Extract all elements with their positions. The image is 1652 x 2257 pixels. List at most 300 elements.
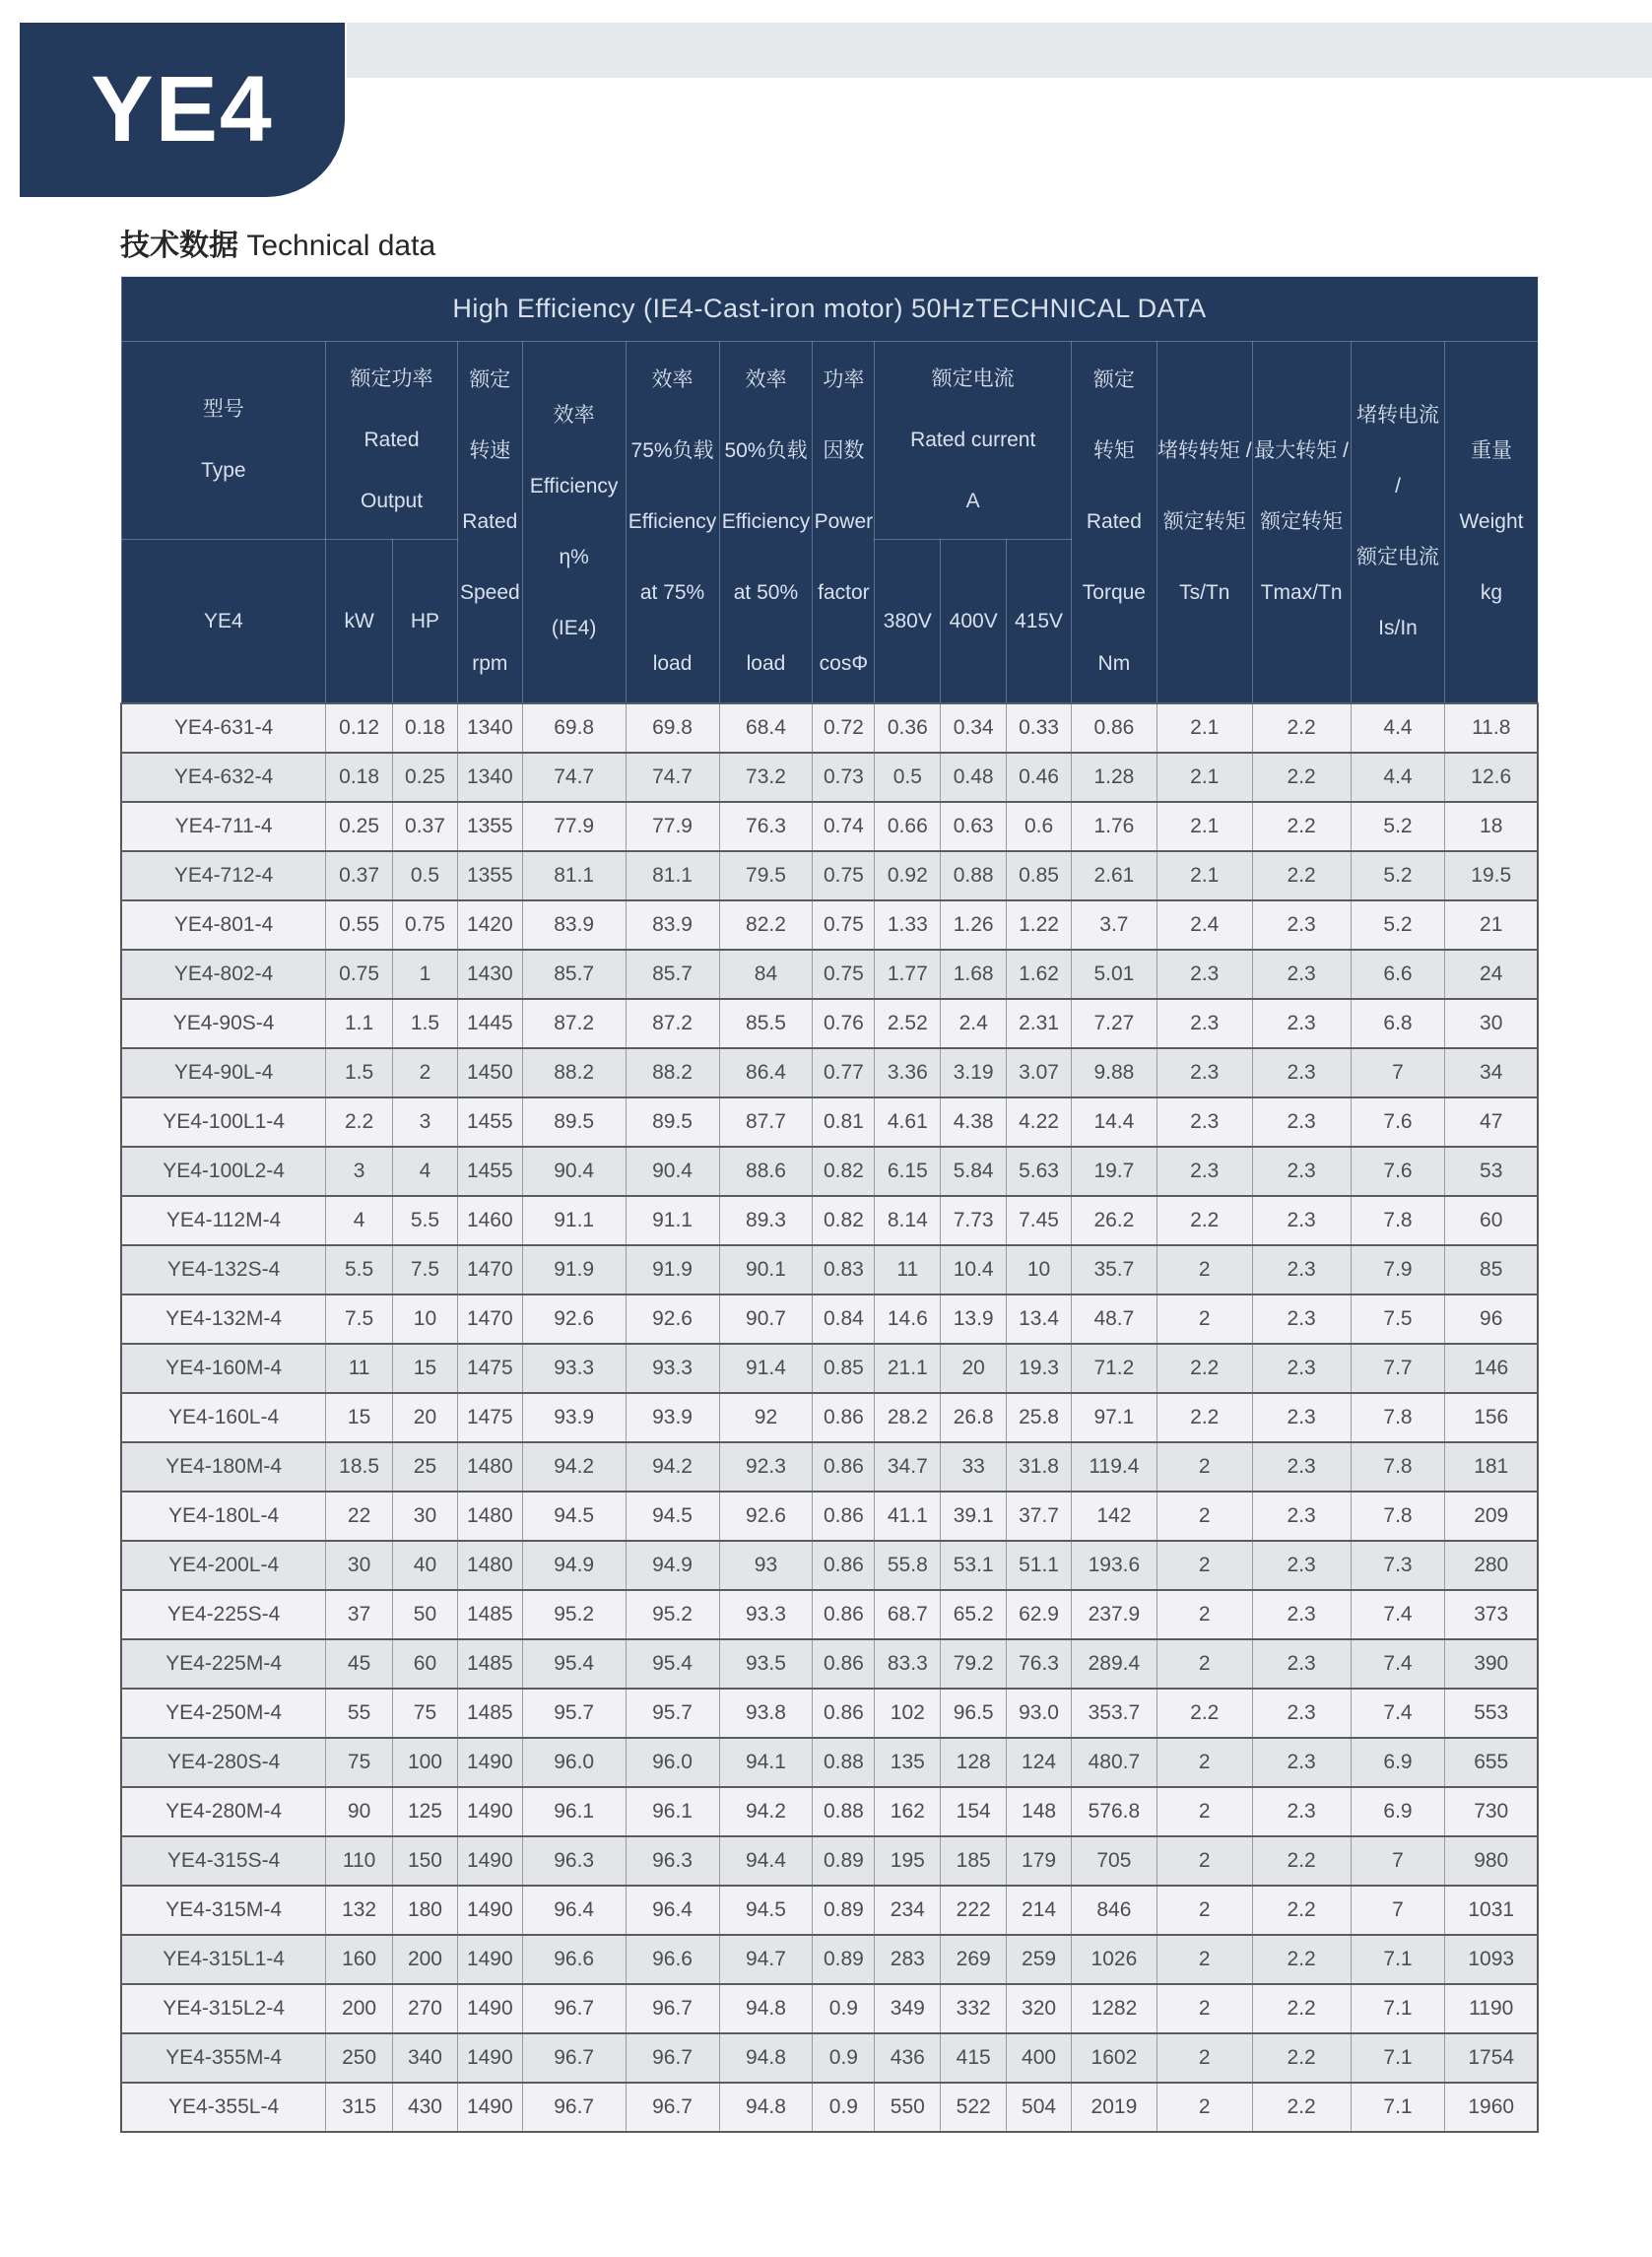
value-cell: 2.2: [1252, 1935, 1351, 1984]
value-cell: 1282: [1071, 1984, 1156, 2033]
value-cell: 283: [875, 1935, 941, 1984]
table-row: [121, 1492, 1538, 1541]
value-cell: 0.75: [813, 851, 875, 900]
value-cell: 75: [326, 1738, 393, 1787]
value-cell: 2: [1156, 1442, 1252, 1492]
value-cell: 30: [1445, 999, 1538, 1048]
value-cell: 90.4: [626, 1147, 719, 1196]
value-cell: 0.5: [393, 851, 458, 900]
value-cell: 4.4: [1351, 703, 1445, 753]
value-cell: 92.6: [626, 1294, 719, 1344]
col-header-415v: 415V: [1007, 540, 1072, 704]
model-cell: YE4-180L-4: [121, 1492, 326, 1541]
value-cell: 96.1: [626, 1787, 719, 1836]
value-cell: 1340: [457, 703, 522, 753]
value-cell: 81.1: [522, 851, 626, 900]
value-cell: 65.2: [941, 1590, 1007, 1639]
value-cell: 30: [393, 1492, 458, 1541]
table-row: [121, 1541, 1538, 1590]
value-cell: 18: [1445, 802, 1538, 851]
table-row: [121, 1836, 1538, 1886]
value-cell: 2.3: [1252, 950, 1351, 999]
value-cell: 20: [941, 1344, 1007, 1393]
value-cell: 1355: [457, 802, 522, 851]
value-cell: 26.2: [1071, 1196, 1156, 1245]
value-cell: 846: [1071, 1886, 1156, 1935]
value-cell: 2: [1156, 1886, 1252, 1935]
section-heading: [120, 221, 435, 264]
value-cell: 21.1: [875, 1344, 941, 1393]
value-cell: 94.9: [522, 1541, 626, 1590]
model-cell: YE4-802-4: [121, 950, 326, 999]
value-cell: 390: [1445, 1639, 1538, 1689]
value-cell: 1485: [457, 1639, 522, 1689]
table-body: [121, 703, 1538, 2132]
value-cell: 24: [1445, 950, 1538, 999]
value-cell: 2.2: [1156, 1689, 1252, 1738]
value-cell: 1450: [457, 1048, 522, 1097]
value-cell: 2.3: [1252, 1097, 1351, 1147]
table-title: High Efficiency (IE4-Cast-iron motor) 50HzTECHNICAL DATA: [121, 277, 1538, 342]
value-cell: 1190: [1445, 1984, 1538, 2033]
value-cell: 85: [1445, 1245, 1538, 1294]
value-cell: 96.0: [626, 1738, 719, 1787]
value-cell: 1490: [457, 1984, 522, 2033]
value-cell: 94.5: [522, 1492, 626, 1541]
value-cell: 89.5: [626, 1097, 719, 1147]
value-cell: 234: [875, 1886, 941, 1935]
value-cell: 69.8: [522, 703, 626, 753]
value-cell: 96.7: [626, 1984, 719, 2033]
value-cell: 92.6: [522, 1294, 626, 1344]
model-cell: YE4-112M-4: [121, 1196, 326, 1245]
value-cell: 3.07: [1007, 1048, 1072, 1097]
value-cell: 0.33: [1007, 703, 1072, 753]
value-cell: 0.89: [813, 1836, 875, 1886]
model-cell: YE4-712-4: [121, 851, 326, 900]
table-row: [121, 1344, 1538, 1393]
value-cell: 48.7: [1071, 1294, 1156, 1344]
value-cell: 2: [1156, 1492, 1252, 1541]
value-cell: 94.8: [719, 2083, 813, 2132]
value-cell: 10.4: [941, 1245, 1007, 1294]
value-cell: 7.73: [941, 1196, 1007, 1245]
value-cell: 259: [1007, 1935, 1072, 1984]
value-cell: 93.3: [522, 1344, 626, 1393]
value-cell: 0.9: [813, 1984, 875, 2033]
value-cell: 95.4: [626, 1639, 719, 1689]
value-cell: 2: [1156, 1836, 1252, 1886]
value-cell: 96.7: [626, 2033, 719, 2083]
value-cell: 185: [941, 1836, 1007, 1886]
value-cell: 7.6: [1351, 1097, 1445, 1147]
value-cell: 289.4: [1071, 1639, 1156, 1689]
col-header-type: 型号 Type: [121, 342, 326, 540]
value-cell: 0.86: [813, 1590, 875, 1639]
value-cell: 10: [1007, 1245, 1072, 1294]
value-cell: 96.4: [522, 1886, 626, 1935]
value-cell: 3: [393, 1097, 458, 1147]
value-cell: 18.5: [326, 1442, 393, 1492]
model-cell: YE4-225M-4: [121, 1639, 326, 1689]
value-cell: 71.2: [1071, 1344, 1156, 1393]
value-cell: 373: [1445, 1590, 1538, 1639]
value-cell: 7: [1351, 1048, 1445, 1097]
model-cell: YE4-355L-4: [121, 2083, 326, 2132]
value-cell: 1445: [457, 999, 522, 1048]
value-cell: 1031: [1445, 1886, 1538, 1935]
value-cell: 7.1: [1351, 2083, 1445, 2132]
value-cell: 2.3: [1156, 1147, 1252, 1196]
value-cell: 553: [1445, 1689, 1538, 1738]
value-cell: 91.9: [626, 1245, 719, 1294]
value-cell: 75: [393, 1689, 458, 1738]
value-cell: 2.4: [941, 999, 1007, 1048]
value-cell: 94.5: [626, 1492, 719, 1541]
value-cell: 2.3: [1156, 1048, 1252, 1097]
value-cell: 160: [326, 1935, 393, 1984]
value-cell: 96.7: [522, 2083, 626, 2132]
value-cell: 0.85: [1007, 851, 1072, 900]
value-cell: 45: [326, 1639, 393, 1689]
value-cell: 2.2: [1252, 1836, 1351, 1886]
value-cell: 7.7: [1351, 1344, 1445, 1393]
value-cell: 0.46: [1007, 753, 1072, 802]
value-cell: 7.4: [1351, 1689, 1445, 1738]
value-cell: 91.1: [522, 1196, 626, 1245]
value-cell: 82.2: [719, 900, 813, 950]
col-header-400v: 400V: [941, 540, 1007, 704]
value-cell: 7.3: [1351, 1541, 1445, 1590]
value-cell: 2.3: [1252, 1541, 1351, 1590]
value-cell: 37.7: [1007, 1492, 1072, 1541]
value-cell: 156: [1445, 1393, 1538, 1442]
value-cell: 91.4: [719, 1344, 813, 1393]
value-cell: 96.7: [522, 1984, 626, 2033]
value-cell: 2.3: [1252, 1344, 1351, 1393]
value-cell: 94.2: [719, 1787, 813, 1836]
value-cell: 6.6: [1351, 950, 1445, 999]
value-cell: 1490: [457, 2083, 522, 2132]
table-row: [121, 1689, 1538, 1738]
col-header-tmax-tn: 最大转矩 / 额定转矩 Tmax/Tn: [1252, 342, 1351, 704]
value-cell: 0.74: [813, 802, 875, 851]
value-cell: 93.5: [719, 1639, 813, 1689]
value-cell: 14.4: [1071, 1097, 1156, 1147]
model-cell: YE4-632-4: [121, 753, 326, 802]
value-cell: 93.0: [1007, 1689, 1072, 1738]
value-cell: 1.22: [1007, 900, 1072, 950]
value-cell: 2019: [1071, 2083, 1156, 2132]
value-cell: 1475: [457, 1344, 522, 1393]
value-cell: 1355: [457, 851, 522, 900]
value-cell: 2.2: [1252, 753, 1351, 802]
value-cell: 93: [719, 1541, 813, 1590]
value-cell: 1455: [457, 1147, 522, 1196]
value-cell: 22: [326, 1492, 393, 1541]
value-cell: 0.82: [813, 1147, 875, 1196]
model-cell: YE4-132M-4: [121, 1294, 326, 1344]
model-cell: YE4-160M-4: [121, 1344, 326, 1393]
value-cell: 95.7: [522, 1689, 626, 1738]
value-cell: 1490: [457, 1836, 522, 1886]
value-cell: 7.6: [1351, 1147, 1445, 1196]
model-cell: YE4-132S-4: [121, 1245, 326, 1294]
value-cell: 79.5: [719, 851, 813, 900]
value-cell: 269: [941, 1935, 1007, 1984]
value-cell: 4.38: [941, 1097, 1007, 1147]
value-cell: 119.4: [1071, 1442, 1156, 1492]
value-cell: 237.9: [1071, 1590, 1156, 1639]
value-cell: 0.86: [813, 1442, 875, 1492]
value-cell: 69.8: [626, 703, 719, 753]
value-cell: 0.75: [393, 900, 458, 950]
value-cell: 0.48: [941, 753, 1007, 802]
table-row: [121, 753, 1538, 802]
top-decor-strip: [347, 23, 1652, 78]
value-cell: 5.01: [1071, 950, 1156, 999]
value-cell: 135: [875, 1738, 941, 1787]
value-cell: 97.1: [1071, 1393, 1156, 1442]
value-cell: 0.86: [813, 1639, 875, 1689]
value-cell: 21: [1445, 900, 1538, 950]
value-cell: 39.1: [941, 1492, 1007, 1541]
value-cell: 13.4: [1007, 1294, 1072, 1344]
value-cell: 349: [875, 1984, 941, 2033]
value-cell: 3: [326, 1147, 393, 1196]
value-cell: 91.9: [522, 1245, 626, 1294]
value-cell: 93.3: [626, 1344, 719, 1393]
value-cell: 7.8: [1351, 1492, 1445, 1541]
value-cell: 6.15: [875, 1147, 941, 1196]
value-cell: 96.7: [626, 2083, 719, 2132]
model-cell: YE4-200L-4: [121, 1541, 326, 1590]
value-cell: 93.8: [719, 1689, 813, 1738]
value-cell: 415: [941, 2033, 1007, 2083]
value-cell: 0.25: [393, 753, 458, 802]
value-cell: 92.3: [719, 1442, 813, 1492]
value-cell: 76.3: [719, 802, 813, 851]
value-cell: 353.7: [1071, 1689, 1156, 1738]
value-cell: 79.2: [941, 1639, 1007, 1689]
value-cell: 2.2: [1156, 1393, 1252, 1442]
value-cell: 1960: [1445, 2083, 1538, 2132]
value-cell: 550: [875, 2083, 941, 2132]
model-cell: YE4-90L-4: [121, 1048, 326, 1097]
table-row: [121, 900, 1538, 950]
value-cell: 1602: [1071, 2033, 1156, 2083]
value-cell: 95.2: [522, 1590, 626, 1639]
model-cell: YE4-631-4: [121, 703, 326, 753]
technical-data-table: [120, 276, 1539, 2133]
value-cell: 41.1: [875, 1492, 941, 1541]
value-cell: 2.3: [1252, 1294, 1351, 1344]
model-cell: YE4-315S-4: [121, 1836, 326, 1886]
model-cell: YE4-280M-4: [121, 1787, 326, 1836]
value-cell: 7.5: [393, 1245, 458, 1294]
value-cell: 85.7: [626, 950, 719, 999]
value-cell: 400: [1007, 2033, 1072, 2083]
series-badge-label: YE4: [91, 57, 274, 162]
value-cell: 0.25: [326, 802, 393, 851]
model-cell: YE4-315L1-4: [121, 1935, 326, 1984]
value-cell: 150: [393, 1836, 458, 1886]
col-header-efficiency-75: 效率 75%负载 Efficiency at 75% load: [626, 342, 719, 704]
value-cell: 96: [1445, 1294, 1538, 1344]
value-cell: 92: [719, 1393, 813, 1442]
value-cell: 2: [1156, 1294, 1252, 1344]
model-cell: YE4-280S-4: [121, 1738, 326, 1787]
value-cell: 142: [1071, 1492, 1156, 1541]
value-cell: 7: [1351, 1886, 1445, 1935]
value-cell: 0.75: [813, 900, 875, 950]
value-cell: 6.8: [1351, 999, 1445, 1048]
value-cell: 4: [393, 1147, 458, 1196]
value-cell: 55.8: [875, 1541, 941, 1590]
value-cell: 655: [1445, 1738, 1538, 1787]
value-cell: 0.55: [326, 900, 393, 950]
value-cell: 30: [326, 1541, 393, 1590]
value-cell: 95.4: [522, 1639, 626, 1689]
value-cell: 87.2: [626, 999, 719, 1048]
value-cell: 0.86: [1071, 703, 1156, 753]
value-cell: 4: [326, 1196, 393, 1245]
value-cell: 2.3: [1252, 1689, 1351, 1738]
value-cell: 2.2: [1252, 2083, 1351, 2132]
value-cell: 2: [1156, 1984, 1252, 2033]
value-cell: 2.1: [1156, 753, 1252, 802]
value-cell: 1.33: [875, 900, 941, 950]
value-cell: 1420: [457, 900, 522, 950]
value-cell: 0.92: [875, 851, 941, 900]
value-cell: 0.66: [875, 802, 941, 851]
table-row: [121, 1442, 1538, 1492]
value-cell: 31.8: [1007, 1442, 1072, 1492]
value-cell: 1.76: [1071, 802, 1156, 851]
value-cell: 1754: [1445, 2033, 1538, 2083]
table-row: [121, 1048, 1538, 1097]
table-row: [121, 1935, 1538, 1984]
table-row: [121, 1393, 1538, 1442]
value-cell: 5.5: [393, 1196, 458, 1245]
model-cell: YE4-801-4: [121, 900, 326, 950]
value-cell: 1485: [457, 1689, 522, 1738]
col-header-weight: 重量 Weight kg: [1445, 342, 1538, 704]
value-cell: 96.5: [941, 1689, 1007, 1738]
value-cell: 2.2: [1252, 851, 1351, 900]
col-header-rated-output: 额定功率 Rated Output: [326, 342, 458, 540]
value-cell: 88.6: [719, 1147, 813, 1196]
value-cell: 132: [326, 1886, 393, 1935]
value-cell: 332: [941, 1984, 1007, 2033]
value-cell: 214: [1007, 1886, 1072, 1935]
value-cell: 83.3: [875, 1639, 941, 1689]
value-cell: 1.62: [1007, 950, 1072, 999]
value-cell: 50: [393, 1590, 458, 1639]
value-cell: 6.9: [1351, 1738, 1445, 1787]
value-cell: 5.84: [941, 1147, 1007, 1196]
value-cell: 1430: [457, 950, 522, 999]
value-cell: 3.7: [1071, 900, 1156, 950]
col-header-rated-speed: 额定 转速 Rated Speed rpm: [457, 342, 522, 704]
value-cell: 270: [393, 1984, 458, 2033]
value-cell: 94.5: [719, 1886, 813, 1935]
value-cell: 2.61: [1071, 851, 1156, 900]
value-cell: 0.86: [813, 1541, 875, 1590]
value-cell: 94.1: [719, 1738, 813, 1787]
value-cell: 0.37: [326, 851, 393, 900]
model-cell: YE4-355M-4: [121, 2033, 326, 2083]
value-cell: 0.89: [813, 1886, 875, 1935]
value-cell: 2.3: [1252, 1245, 1351, 1294]
value-cell: 7.8: [1351, 1393, 1445, 1442]
value-cell: 179: [1007, 1836, 1072, 1886]
value-cell: 162: [875, 1787, 941, 1836]
value-cell: 125: [393, 1787, 458, 1836]
value-cell: 2: [1156, 1590, 1252, 1639]
table-row: [121, 703, 1538, 753]
value-cell: 4.4: [1351, 753, 1445, 802]
value-cell: 1470: [457, 1245, 522, 1294]
value-cell: 2.3: [1156, 1097, 1252, 1147]
value-cell: 100: [393, 1738, 458, 1787]
table-row: [121, 1590, 1538, 1639]
value-cell: 0.18: [326, 753, 393, 802]
col-header-hp: HP: [393, 540, 458, 704]
value-cell: 1490: [457, 1738, 522, 1787]
value-cell: 3.36: [875, 1048, 941, 1097]
value-cell: 0.77: [813, 1048, 875, 1097]
value-cell: 2: [1156, 1935, 1252, 1984]
value-cell: 94.2: [522, 1442, 626, 1492]
value-cell: 1455: [457, 1097, 522, 1147]
value-cell: 2: [1156, 1639, 1252, 1689]
value-cell: 55: [326, 1689, 393, 1738]
value-cell: 0.75: [813, 950, 875, 999]
value-cell: 94.4: [719, 1836, 813, 1886]
value-cell: 96.0: [522, 1738, 626, 1787]
value-cell: 315: [326, 2083, 393, 2132]
value-cell: 89.3: [719, 1196, 813, 1245]
value-cell: 250: [326, 2033, 393, 2083]
value-cell: 40: [393, 1541, 458, 1590]
table-row: [121, 1196, 1538, 1245]
value-cell: 0.86: [813, 1689, 875, 1738]
value-cell: 87.7: [719, 1097, 813, 1147]
value-cell: 2.3: [1252, 1147, 1351, 1196]
value-cell: 35.7: [1071, 1245, 1156, 1294]
col-header-kw: kW: [326, 540, 393, 704]
value-cell: 5.2: [1351, 802, 1445, 851]
value-cell: 2.3: [1252, 1196, 1351, 1245]
value-cell: 2: [1156, 2033, 1252, 2083]
value-cell: 1340: [457, 753, 522, 802]
value-cell: 96.6: [522, 1935, 626, 1984]
value-cell: 7.1: [1351, 1984, 1445, 2033]
value-cell: 522: [941, 2083, 1007, 2132]
value-cell: 0.9: [813, 2033, 875, 2083]
value-cell: 2.1: [1156, 851, 1252, 900]
value-cell: 81.1: [626, 851, 719, 900]
value-cell: 47: [1445, 1097, 1538, 1147]
value-cell: 28.2: [875, 1393, 941, 1442]
col-header-series: YE4: [121, 540, 326, 704]
value-cell: 0.72: [813, 703, 875, 753]
value-cell: 7.8: [1351, 1442, 1445, 1492]
value-cell: 83.9: [522, 900, 626, 950]
value-cell: 7.1: [1351, 1935, 1445, 1984]
value-cell: 7.5: [326, 1294, 393, 1344]
